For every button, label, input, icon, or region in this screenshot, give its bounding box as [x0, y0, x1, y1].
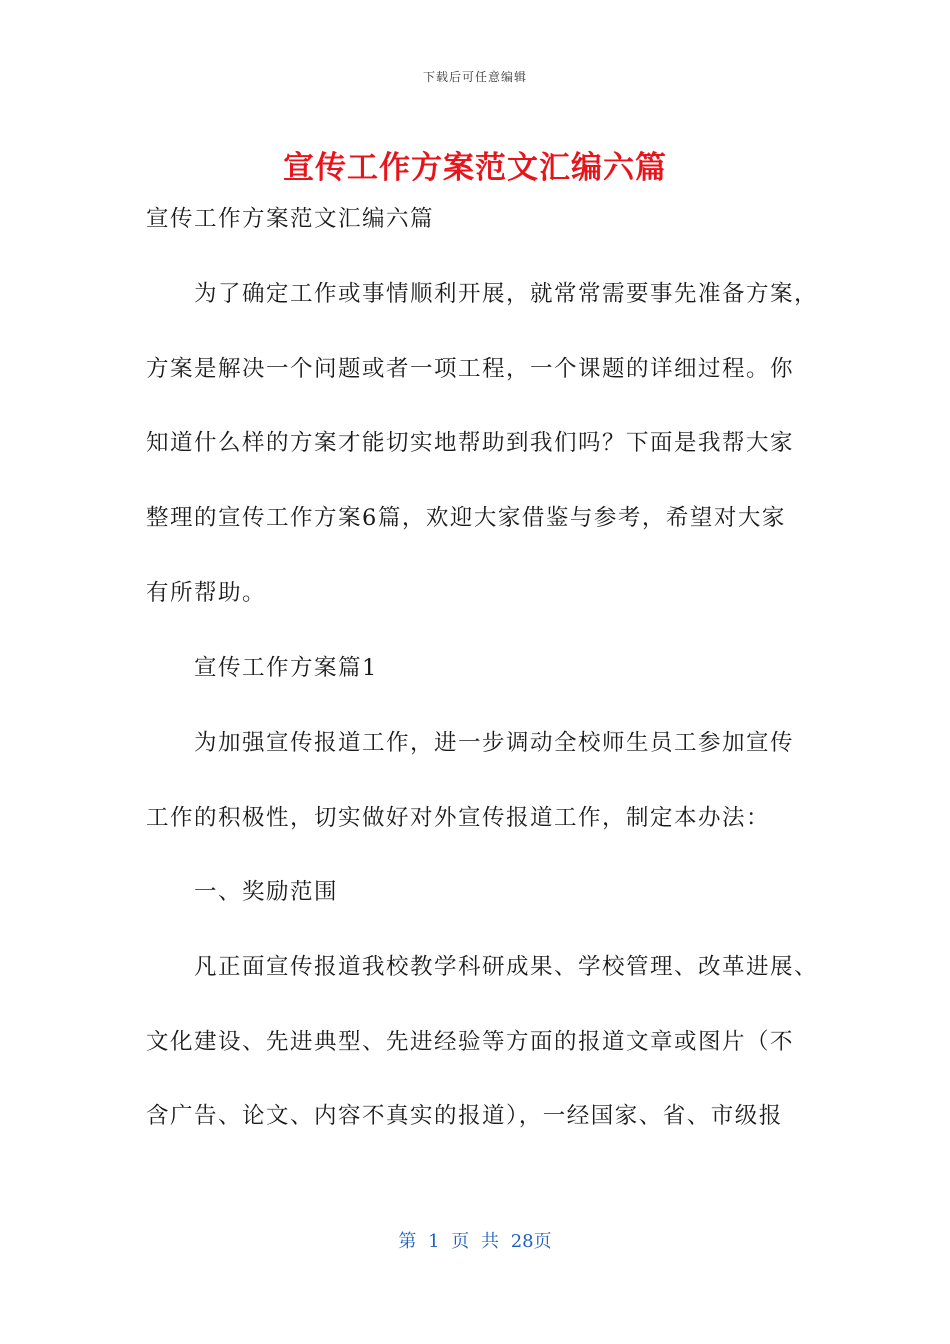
paragraph-line: 方案是解决一个问题或者一项工程，一个课题的详细过程。你 [146, 356, 795, 382]
paragraph-line: 为了确定工作或事情顺利开展，就常常需要事先准备方案， [194, 281, 819, 307]
paragraph-line: 含广告、论文、内容不真实的报道），一经国家、省、市级报 [146, 1103, 783, 1129]
subtitle-line: 宣传工作方案范文汇编六篇 [146, 206, 435, 232]
paragraph-line: 为加强宣传报道工作，进一步调动全校师生员工参加宣传 [194, 730, 795, 756]
header-note: 下载后可任意编辑 [422, 70, 527, 84]
paragraph-line: 凡正面宣传报道我校教学科研成果、学校管理、改革进展、 [194, 954, 819, 980]
paragraph-line: 知道什么样的方案才能切实地帮助到我们吗？下面是我帮大家 [146, 430, 795, 456]
document-title: 宣传工作方案范文汇编六篇 [283, 150, 667, 186]
paragraph-line: 工作的积极性，切实做好对外宣传报道工作，制定本办法： [146, 805, 771, 831]
subsection-heading: 一、奖励范围 [194, 879, 339, 905]
paragraph-line: 整理的宣传工作方案6篇，欢迎大家借鉴与参考，希望对大家 [146, 505, 786, 531]
paragraph-line: 文化建设、先进典型、先进经验等方面的报道文章或图片（不 [146, 1029, 795, 1055]
paragraph-line: 有所帮助。 [146, 580, 267, 606]
section-heading: 宣传工作方案篇1 [194, 655, 378, 681]
page-number-footer: 第 1 页 共 28页 [398, 1231, 552, 1252]
